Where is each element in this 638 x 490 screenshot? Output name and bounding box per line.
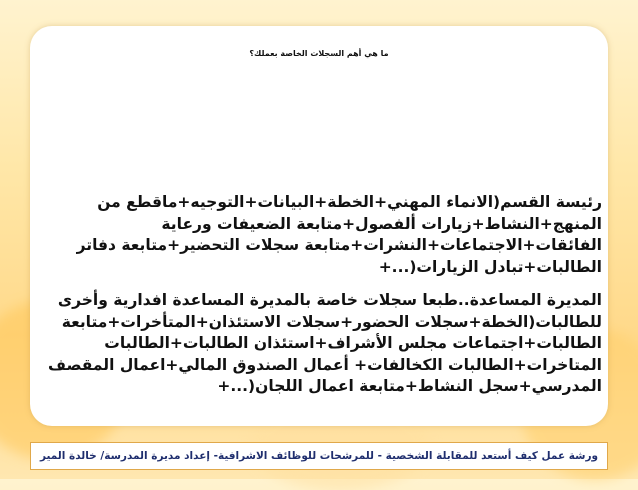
paragraph-department-head xyxy=(42,192,602,278)
paragraph-line: للطالبات(الخطة+سجلات الحضور+سجلات الاستئذان+المتأخرات+متابعة xyxy=(61,312,602,331)
paragraph-line: المنهج+النشاط+زيارات ألفصول+متابعة الضعيفات ورعاية xyxy=(161,214,602,233)
paragraph-assistant-principal xyxy=(42,290,602,398)
paragraph-line: الطالبات+تبادل الزيارات(...+ xyxy=(378,257,602,276)
footer-bar xyxy=(30,442,608,470)
paragraph-line: الفائقات+الاجتماعات+النشرات+متابعة سجلات التحضير+متابعة دفاتر xyxy=(76,236,602,254)
footer-text: ورشة عمل كيف أستعد للمقابلة الشخصية - للمرشحات للوظائف الاشرافية- إعداد مديرة المدرسة/ خالدة المير xyxy=(39,450,599,462)
slide-title: ما هي أهم السجلات الخاصة بعملك؟ xyxy=(249,49,389,58)
paragraph-line: المديرة المساعدة..طبعا سجلات خاصة بالمديرة المساعدة افدارية وأخرى xyxy=(57,291,602,309)
paragraph-line: رئيسة القسم(الانماء المهني+الخطة+البيانات+التوجيه+ماقطع من xyxy=(97,193,602,211)
paragraph-line: المدرسي+سجل النشاط+متابعة اعمال اللجان(...+ xyxy=(217,377,602,395)
paragraph-line: الطالبات+اجتماعات مجلس الأشراف+استئذان الطالبات+الطالبات xyxy=(104,334,602,352)
paragraph-line: المتاخرات+الطالبات الكخالفات+ أعمال الصندوق المالي+اعمال المقصف xyxy=(48,355,602,374)
